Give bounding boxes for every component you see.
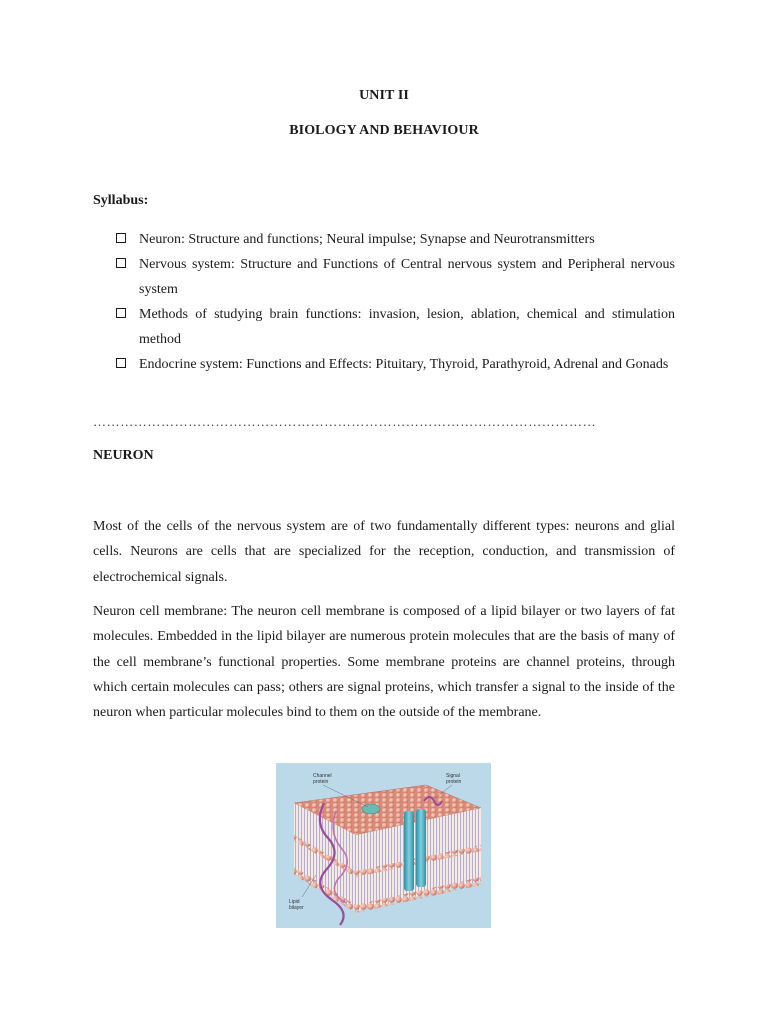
unit-subtitle: BIOLOGY AND BEHAVIOUR [289,123,479,138]
unit-title: UNIT II [359,88,409,103]
syllabus-item [115,227,675,252]
cell-membrane-figure [276,763,491,928]
paragraph: Neuron cell membrane: The neuron cell membrane is composed of a lipid bilayer or two layers of fat molecules. Embedded in the lipid bilayer are numerous protein molecules that are the basis of many of the cell membrane’s functional properties. Some membrane proteins are channel proteins, through which certain molecules can pass; others are signal proteins, which transfer a signal to the inside of the neuron when particular molecules bind to them on the outside of the membrane. [93,604,675,721]
syllabus-heading: Syllabus: [93,193,149,208]
channel-protein-label: Channel protein [313,773,332,785]
paragraph: Most of the cells of the nervous system are of two fundamentally different types: neurons and glial cells. Neurons are cells that are specialized for the reception, conduction, and transmission of electrochemical signals. [93,519,675,585]
syllabus-item-text: Endocrine system: Functions and Effects: Pituitary, Thyroid, Parathyroid, Adrenal and Gonads [139,357,669,372]
syllabus-item-text: Nervous system: Structure and Functions of Central nervous system and Peripheral nervous system [139,257,675,297]
syllabus-item-text: Methods of studying brain functions: invasion, lesion, ablation, chemical and stimulation method [139,307,675,347]
syllabus-list [115,227,675,377]
syllabus-item [115,352,675,377]
dotted-separator: ………………………………………………………………………………………………… [93,414,597,429]
section-heading: NEURON [93,448,154,463]
checkbox-icon [116,308,126,318]
checkbox-icon [116,358,126,368]
syllabus-item [115,252,675,302]
checkbox-icon [116,258,126,268]
syllabus-item [115,302,675,352]
checkbox-icon [116,233,126,243]
lipid-bilayer-label: Lipid bilayer [289,899,304,911]
signal-protein-label: Signal protein [446,773,462,785]
syllabus-item-text: Neuron: Structure and functions; Neural impulse; Synapse and Neurotransmitters [139,232,595,247]
